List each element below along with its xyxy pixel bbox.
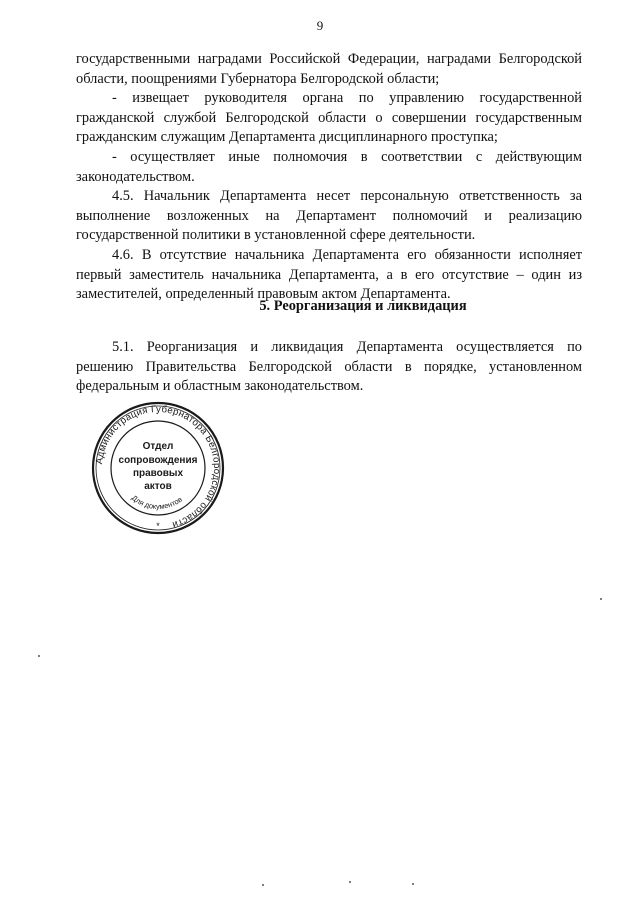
paragraph-continuation: государственными наградами Российской Федерации, наградами Белгородской области, поощрениями Губернатора Белгородской области; (76, 51, 582, 87)
svg-text:Для документов: Для документов (129, 493, 184, 511)
stamp-seal-icon (90, 400, 226, 536)
scan-speck (600, 598, 602, 600)
body-text-top (76, 50, 582, 305)
paragraph-notify: - извещает руководителя органа по управлению государственной гражданской службой Белгородской области о совершении государственным гражданским служащим Департамента дисциплинарного проступка; (76, 90, 582, 146)
svg-text:*: * (156, 521, 160, 531)
page-number: 9 (316, 18, 324, 33)
scan-speck (349, 881, 351, 883)
official-stamp (90, 400, 226, 536)
paragraph-4-6: 4.6. В отсутствие начальника Департамента его обязанности исполняет первый заместитель начальника Департамента, а в его отсутствие – один из заместителей, определенный правовым актом Департамента. (76, 246, 582, 303)
paragraph-4-5: 4.5. Начальник Департамента несет персональную ответственность за выполнение возложенных на Департамент полномочий и реализацию государственной политики в установленной сфере деятельности. (76, 188, 582, 244)
paragraph-other-powers: - осуществляет иные полномочия в соответствии с действующим законодательством. (76, 148, 582, 185)
svg-text:актов: актов (144, 481, 172, 492)
svg-text:Отдел: Отдел (142, 441, 174, 452)
section-heading: 5. Реорганизация и ликвидация (259, 298, 467, 314)
svg-text:сопровождения: сопровождения (118, 455, 198, 466)
body-text-bottom (76, 338, 582, 397)
scan-speck (262, 884, 264, 886)
svg-text:Администрация Губернатора Белг: Администрация Губернатора Белгородской области (94, 403, 223, 531)
scan-speck (412, 883, 414, 885)
paragraph-5-1: 5.1. Реорганизация и ликвидация Департамента осуществляется по решению Правительства Белгородской области в порядке, установленном федеральным и областным законодательством. (76, 339, 582, 395)
scan-speck (38, 655, 40, 657)
svg-text:правовых: правовых (132, 468, 184, 479)
